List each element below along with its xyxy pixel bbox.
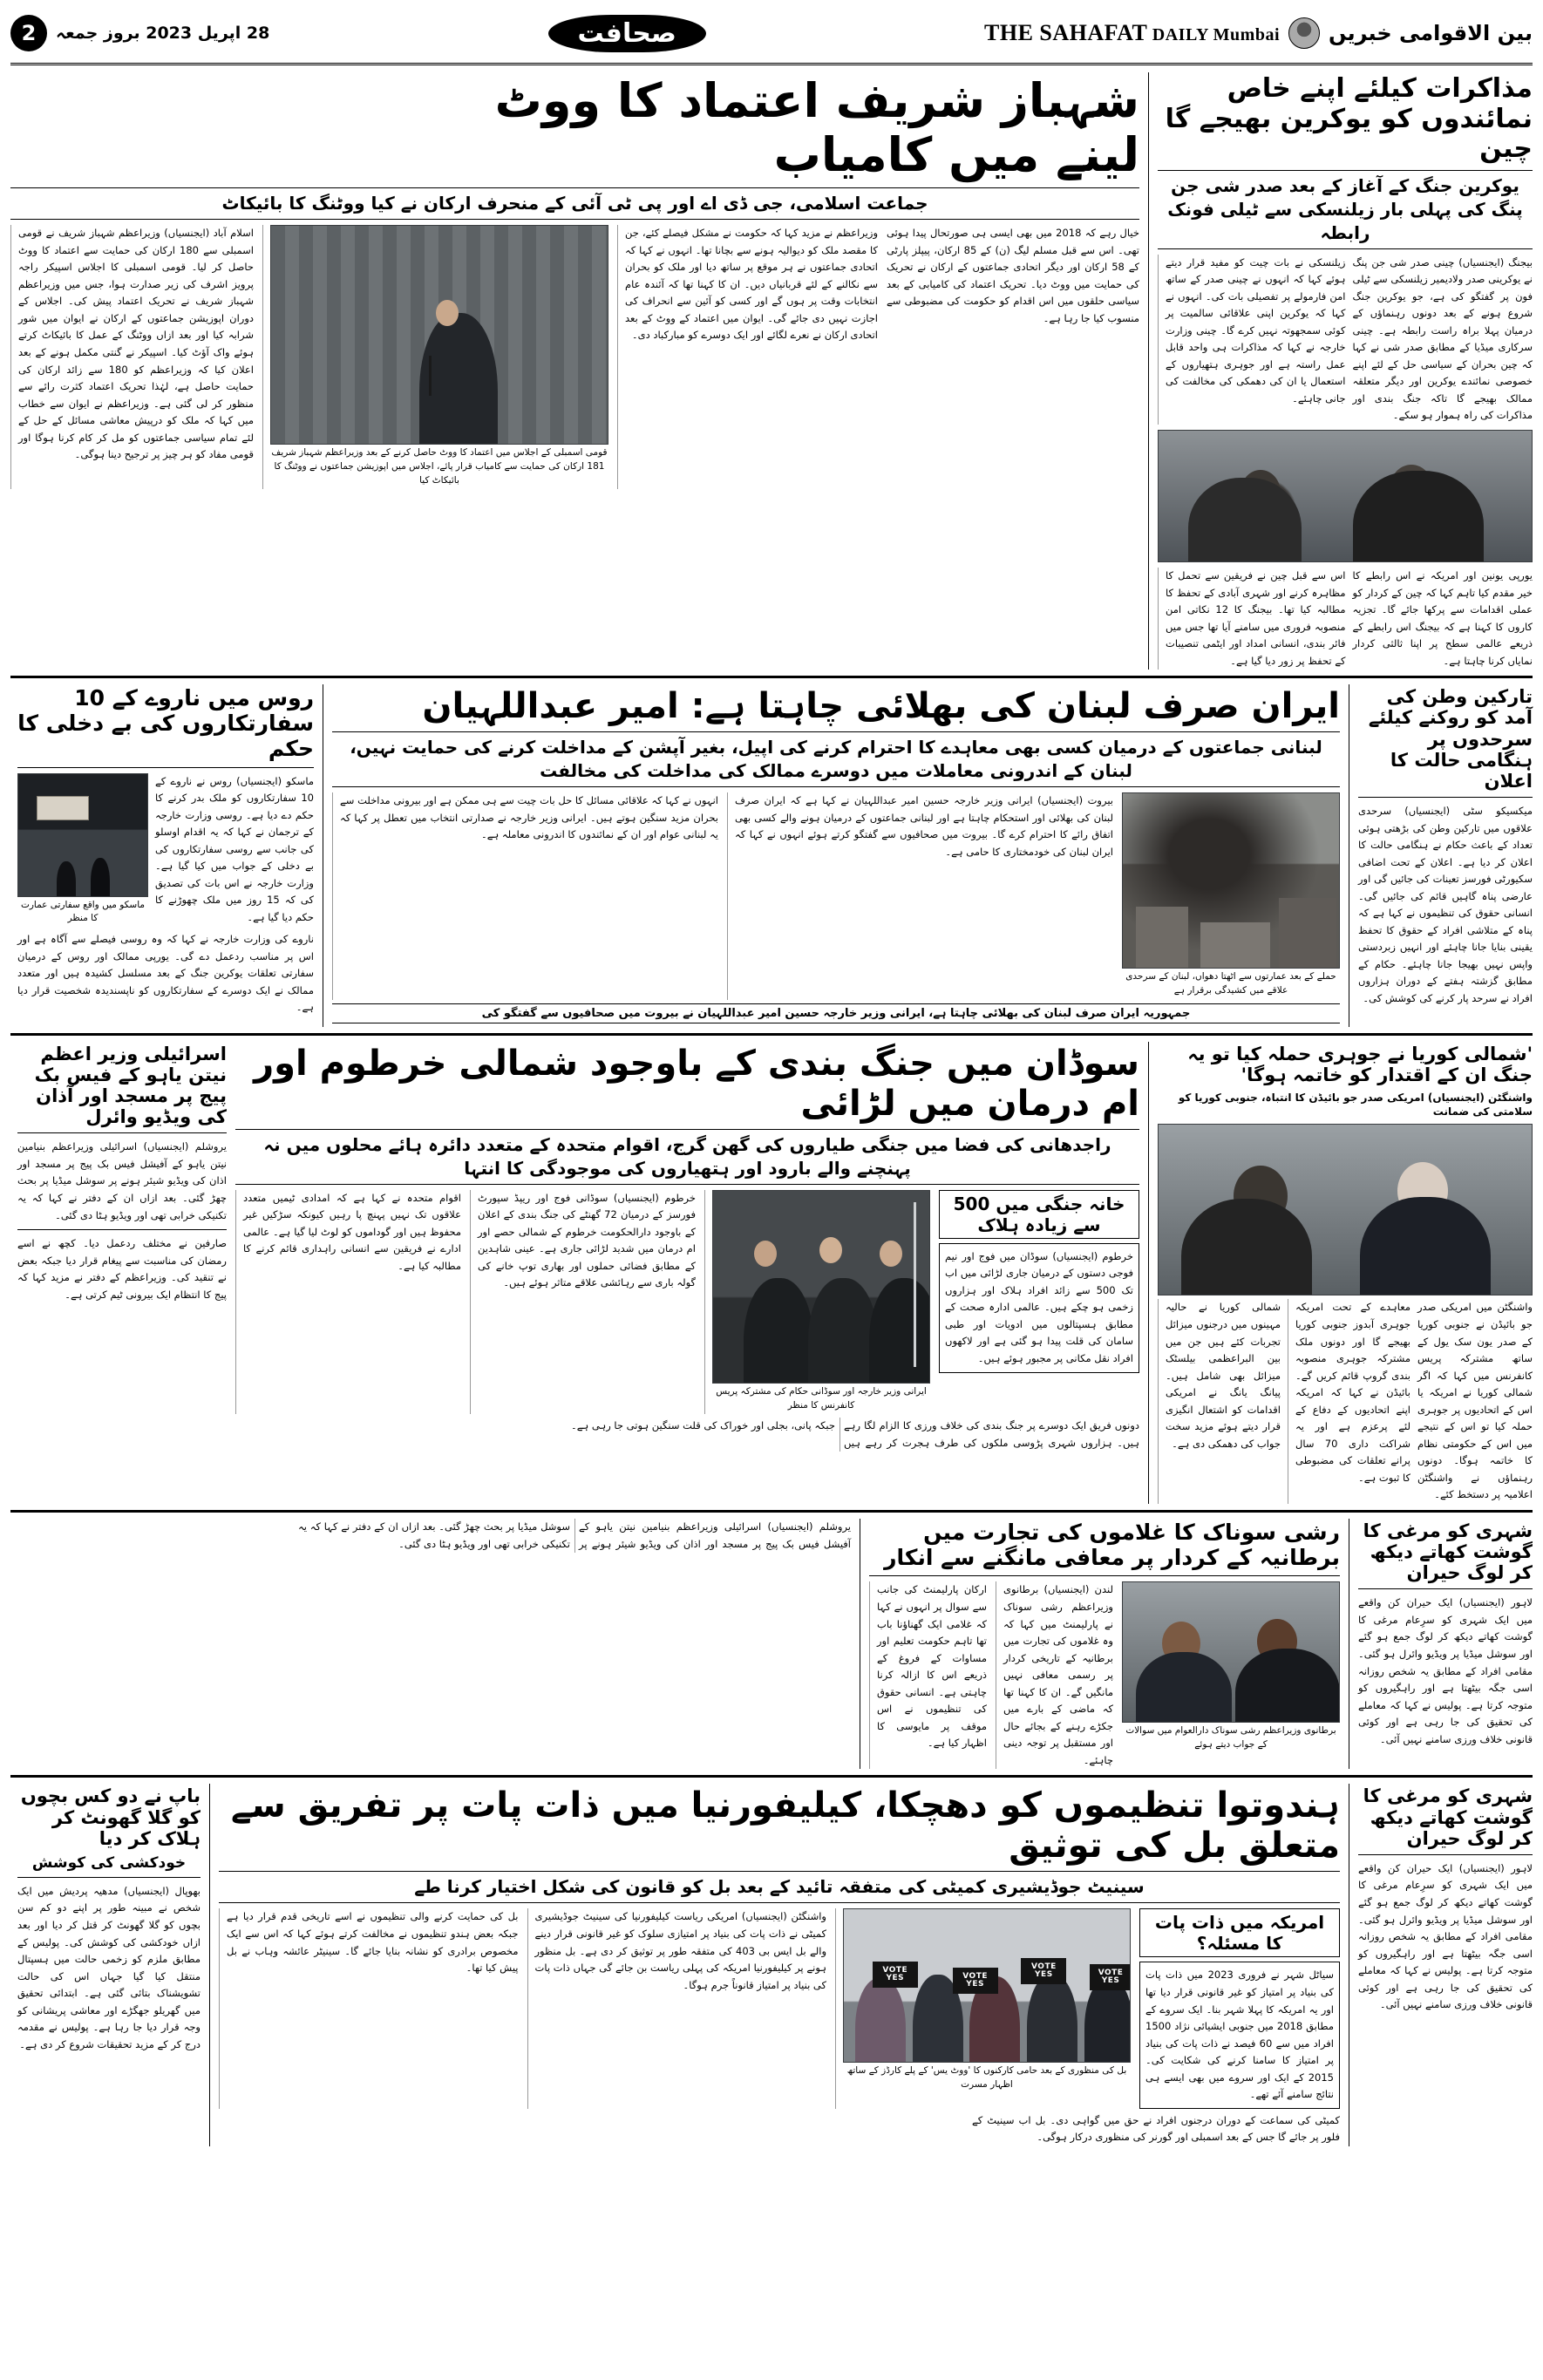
nkorea-col-1: واشنگٹن میں امریکی صدر جو بائیڈن نے جنوبی کوریا کے صدر یون سک یول کے ساتھ مشترکہ پریس کانفرنس میں کہا کہ اگر شمالی کوریا نے امریکہ یا اس کے اتحادیوں پر جوہری حملہ کیا تو اس کے نتیجے میں اس کے حکومتی نظام کا خاتمہ ہوگا۔ دونوں رہنماؤں نے واشنگٹن اعلامیہ پر دستخط کئے۔ <box>1417 1301 1533 1501</box>
norway-col-2: ناروے کی وزارت خارجہ نے کہا کہ وہ روسی فیصلے سے آگاہ ہے اور اس پر مناسب ردعمل دے گی۔ یورپی ممالک اور روس کے درمیان سفارتی تعلقات یوکرین جنگ کے بعد مسلسل کشیدہ ہیں اور متعدد ممالک نے ایک دوسرے کے سفارتکاروں کو ناپسندیدہ شخصیت قرار دیا ہے۔ <box>17 933 314 1014</box>
story-norway <box>10 684 314 1027</box>
norway-photo-caption: ماسکو میں واقع سفارتی عمارت کا منظر <box>20 899 146 924</box>
lead-photo-caption: قومی اسمبلی کے اجلاس میں اعتماد کا ووٹ حاصل کرنے کے بعد وزیراعظم شہباز شریف 181 ارکان کی حمایت سے کامیاب قرار پائے، اجلاس میں اپوزیشن جماعتوں نے ووٹنگ کا بائیکاٹ کیا <box>271 447 608 486</box>
story-caste <box>209 1784 1349 2145</box>
caste-col-1: واشنگٹن (ایجنسیاں) امریکی ریاست کیلیفورنیا کی سینیٹ جوڈیشیری کمیٹی نے ذات پات کی بنیاد پر امتیازی سلوک کو غیر قانونی قرار دینے والے بل ایس بی 403 کی متفقہ طور پر توثیق کر دی ہے۔ بل منظور ہونے پر کیلیفورنیا امریکہ کی پہلی ریاست بن جائے گی جہاں ذات پات کی بنیاد پر امتیاز قانوناً جرم ہوگا۔ <box>527 1908 827 2108</box>
sudan-photo-caption: ایرانی وزیر خارجہ اور سوڈانی حکام کی مشترکہ پریس کانفرنس کا منظر <box>716 1385 927 1411</box>
sudan-col-3: دونوں فریق ایک دوسرے پر جنگ بندی کی خلاف ورزی کا الزام لگا رہے ہیں۔ ہزاروں شہری پڑوسی ملکوں کی طرف ہجرت کر رہے ہیں جبکہ پانی، بجلی اور خوراک کی قلت سنگین ہوتی جا رہی ہے۔ <box>571 1419 1139 1449</box>
ukraine-col-2: زیلنسکی نے بات چیت کو مفید قرار دیتے ہوئے کہا کہ انہوں نے چینی صدر کے ساتھ امن فارمولے پر تفصیلی بات کی۔ انہوں نے کہا کہ یوکرین اپنی علاقائی سالمیت پر کوئی سمجھوتہ نہیں کرے گا۔ چینی وزارت خارجہ نے کہا کہ مذاکرات ہی واحد قابل عمل راستہ ہے اور جوہری ہتھیاروں کے استعمال یا ان کی دھمکی کی مخالفت کی جانی چاہئے۔ <box>1158 255 1346 425</box>
father-headline: باپ نے دو کس بچوں کو گلا گھونٹ کر ہلاک کر دیا <box>20 1785 201 1849</box>
nkorea-photo <box>1158 1124 1533 1295</box>
slavery-photo-block <box>1122 1581 1340 1769</box>
sudan-subhead: راجدھانی کی فضا میں جنگی طیاروں کی گھن گرج، اقوام متحدہ کے متعدد دائرہ ہائے محلوں میں نہ پہنچنے والے بارود اور ہتھیاروں کی موجودگی کا انتہا <box>235 1129 1139 1185</box>
story-tarkin <box>1358 684 1533 1027</box>
caste-subhead: سینیٹ جوڈیشیری کمیٹی کی متفقہ تائید کے بعد بل کو قانون کی شکل اختیار کرنا طے <box>219 1871 1340 1903</box>
israel-continued <box>10 1519 851 1770</box>
ukraine-col-3: یورپی یونین اور امریکہ نے اس رابطے کا خیر مقدم کیا تاہم کہا کہ چین کے کردار کو عملی اقدامات سے پرکھا جائے گا۔ تجزیہ کاروں کا کہنا ہے کہ بیجنگ اس رابطے کے ذریعے عالمی سطح پر اپنا ثالثی کردار نمایاں کرنا چاہتا ہے۔ <box>1352 568 1533 667</box>
story-cow <box>1358 1519 1533 1770</box>
israel-col-2: صارفین نے مختلف ردعمل دیا۔ کچھ نے اسے رمضان کی مناسبت سے پیغام قرار دیا جبکہ بعض نے تنقید کی۔ وزیراعظم کے دفتر نے مزید کہا کہ پیج کا انتظام ایک بیرونی ٹیم کرتی ہے۔ <box>17 1237 227 1301</box>
story-ukraine <box>1158 72 1533 670</box>
iran-col-2: انہوں نے کہا کہ علاقائی مسائل کا حل بات چیت سے ہی ممکن ہے اور بیرونی مداخلت سے بحران مزید سنگین ہوتے ہیں۔ ایرانی وزیر خارجہ نے صدارتی انتخاب میں تعطل پر کہا کہ یہ لبنانی عوام اور ان کے نمائندوں کا اندرونی معاملہ ہے۔ <box>332 792 718 1000</box>
cow-headline: شہری کو مرغی کا گوشت کھاتے دیکھ کر لوگ حیران <box>1363 1520 1533 1584</box>
lead-headline <box>10 74 1139 182</box>
story-iran-lebanon <box>323 684 1349 1027</box>
norway-headline: روس میں ناروے کے 10 سفارتکاروں کی بے دخلی کا حکم <box>17 685 314 761</box>
slavery-col-2: ارکان پارلیمنٹ کی جانب سے سوال پر انہوں نے کہا کہ غلامی ایک گھناؤنا باب تھا تاہم حکومت تعلیم اور مساوات کے فروغ کے ذریعے اس کا ازالہ کرنا چاہتی ہے۔ انسانی حقوق کی تنظیموں نے اس موقف پر مایوسی کا اظہار کیا ہے۔ <box>869 1581 987 1769</box>
nkorea-headline: 'شمالی کوریا نے جوہری حملہ کیا تو یہ جنگ ان کے اقتدار کو خاتمہ ہوگا' <box>1187 1043 1533 1085</box>
masthead <box>10 9 1533 65</box>
norway-col-1: ماسکو (ایجنسیاں) روس نے ناروے کے 10 سفارتکاروں کو ملک بدر کرنے کا حکم دے دیا ہے۔ روسی وزارت خارجہ کے ترجمان نے کہا کہ یہ اقدام اوسلو کی جانب سے روسی سفارتکاروں کی بے دخلی کے جواب میں کیا گیا ہے۔ وزارت خارجہ نے اس بات کی تصدیق کی کہ 15 روز میں ملک چھوڑنے کا حکم دیا گیا ہے۔ <box>155 774 314 923</box>
story-father <box>10 1784 201 2145</box>
iran-photo <box>1122 792 1340 969</box>
sudan-photo-block <box>704 1190 930 1415</box>
israel-headline: اسرائیلی وزیر اعظم نیتن یاہو کے فیس بک پیج پر مسجد اور آذان کی ویڈیو وائرل <box>34 1043 227 1128</box>
ukraine-col-4: اس سے قبل چین نے فریقین سے تحمل کا مظاہرہ کرنے اور شہری آبادی کے تحفظ کا مطالبہ کیا تھا۔ بیجنگ کا 12 نکاتی امن منصوبہ فروری میں سامنے آیا تھا جس میں فائر بندی، انسانی امداد اور ایٹمی تنصیبات کے تحفظ پر زور دیا گیا ہے۔ <box>1158 568 1346 670</box>
caste-photo <box>843 1908 1131 2063</box>
iran-headline: ایران صرف لبنان کی بھلائی چاہتا ہے: امیر عبداللہیان <box>422 686 1340 727</box>
ukraine-headline: مذاکرات کیلئے اپنے خاص نمائندوں کو یوکرین بھیجے گا چین <box>1165 73 1533 164</box>
lead-col-2: وزیراعظم نے مزید کہا کہ حکومت نے مشکل فیصلے کئے، جن کا مقصد ملک کو دیوالیہ ہونے سے بچانا تھا۔ انہوں نے کہا کہ اتحادی جماعتوں نے ہر موقع پر ساتھ دیا اور ملک کو بحران سے نکالنے کے لئے قربانیاں دیں۔ ان کا کہنا تھا کہ آئندہ عام انتخابات وقت پر ہوں گے اور کسی کو آئین سے انحراف کی اجازت نہیں دی جائے گی۔ ایوان میں اعتماد کے ووٹ کے بعد اتحادی ارکان نے نعرے لگائے اور ایک دوسرے کو مبارکباد دی۔ <box>625 227 878 342</box>
lead-photo-block <box>262 225 608 489</box>
lead-col-1: اسلام آباد (ایجنسیاں) وزیراعظم شہباز شریف نے قومی اسمبلی سے 180 ارکان کی حمایت سے اعتماد کا ووٹ حاصل کر لیا۔ قومی اسمبلی کا اجلاس اسپیکر راجہ پرویز اشرف کی زیر صدارت ہوا، جس میں وزیراعظم شہباز شریف نے تحریک اعتماد پیش کی۔ اجلاس کے دوران اپوزیشن جماعتوں کے ارکان نے ایوان میں شور شرابہ کیا اور بعد ازاں ووٹنگ کے عمل کا بائیکاٹ کرتے ہوئے واک آؤٹ کیا۔ اسپیکر نے گنتی مکمل ہونے کے بعد اعلان کیا کہ وزیراعظم کو 180 سے زائد ارکان کی حمایت حاصل ہے، لہٰذا تحریک اعتماد کثرت رائے سے منظور کر لی گئی ہے۔ وزیراعظم نے ایوان سے خطاب میں کہا کہ ملک کو درپیش معاشی مسائل کے حل کے لئے تمام سیاسی جماعتوں کو مل کر کام کرنا ہوگا اور قومی مفاد کو ہر چیز پر ترجیح دینا ہوگی۔ <box>18 227 254 461</box>
second-block <box>10 684 1533 1027</box>
issue-day: بروز جمعہ <box>56 24 140 43</box>
lead-col-block-left <box>887 225 1139 489</box>
cow-col-1: لاہور (ایجنسیاں) ایک حیران کن واقعے میں ایک شہری کو سرِعام مرغی کا گوشت کھاتے دیکھ کر لوگ جمع ہو گئے اور سوشل میڈیا پر ویڈیو وائرل ہو گئی۔ مقامی افراد کے مطابق یہ شخص روزانہ اسی جگہ بیٹھتا ہے اور راہگیروں کو متوجہ کرتا ہے۔ پولیس نے کہا کہ معاملے کی تحقیق کی جا رہی ہے اور کوئی قانونی خلاف ورزی سامنے نہیں آئی۔ <box>1358 1596 1533 1745</box>
lead-col-3: خیال رہے کہ 2018 میں بھی ایسی ہی صورتحال پیدا ہوئی تھی۔ اس سے قبل مسلم لیگ (ن) کے 85 ارکان، پیپلز پارٹی کے 58 ارکان اور دیگر اتحادی جماعتوں کے ارکان نے تحریک کی حمایت میں ووٹ دیا۔ تحریک اعتماد کی کامیابی کے بعد سیاسی حلقوں میں اس اقدام کو حکومت کی مضبوطی سے منسوب کیا جا رہا ہے۔ <box>887 227 1139 324</box>
placard-1: VOTE YES <box>873 1962 918 1988</box>
caste-col-3: کمیٹی کی سماعت کے دوران درجنوں افراد نے حق میں گواہی دی۔ بل اب سینیٹ کے فلور پر جائے گا جس کے بعد اسمبلی اور گورنر کی منظوری درکار ہوگی۔ <box>972 2113 1340 2144</box>
story-sudan <box>235 1042 1149 1504</box>
story-cow-continued <box>1358 1784 1533 2145</box>
sudan-box-text: خرطوم (ایجنسیاں) سوڈان میں فوج اور نیم فوجی دستوں کے درمیان جاری لڑائی میں اب تک 500 سے زائد افراد ہلاک اور ہزاروں زخمی ہو چکے ہیں۔ عالمی ادارہ صحت کے مطابق ہسپتالوں میں ادویات اور طبی سامان کی قلت پیدا ہو گئی ہے اور لاکھوں افراد نقل مکانی پر مجبور ہوئے ہیں۔ <box>939 1243 1139 1373</box>
story-lead <box>10 72 1149 670</box>
sudan-box-headline: خانہ جنگی میں 500 سے زیادہ ہلاک <box>939 1190 1139 1239</box>
ukraine-col-1: بیجنگ (ایجنسیاں) چینی صدر شی جن پنگ نے یوکرینی صدر ولادیمیر زیلنسکی سے ٹیلی فون پر گفتگو کی ہے، جو یوکرین جنگ شروع ہونے کے بعد دونوں رہنماؤں کے درمیان پہلا براہ راست رابطہ ہے۔ چینی سرکاری میڈیا کے مطابق صدر شی نے کہا کہ چین بحران کے سیاسی حل کے لئے اپنے خصوصی نمائندے یوکرین اور دیگر متعلقہ ممالک بھیجے گا تاکہ جنگ بندی اور مذاکرات کی راہ ہموار ہو سکے۔ <box>1352 255 1533 422</box>
slavery-photo-caption: برطانوی وزیراعظم رشی سوناک دارالعوام میں سوالات کے جواب دیتے ہوئے <box>1125 1725 1336 1751</box>
fourth-block <box>10 1519 1533 1770</box>
caste-box-text: سیاٹل شہر نے فروری 2023 میں ذات پات کی بنیاد پر امتیاز کو غیر قانونی قرار دیا تھا اور یہ امریکہ کا پہلا شہر بنا۔ ایک سروے کے مطابق 2018 میں جنوبی ایشیائی نژاد 1500 افراد میں سے 60 فیصد نے ذات پات کی بنیاد پر امتیاز کا سامنا کرنے کی شکایت کی۔ 2015 کے ایک اور سروے میں بھی ایسے ہی نتائج سامنے آئے تھے۔ <box>1139 1962 1340 2108</box>
caste-box-block <box>1139 1908 1340 2108</box>
nkorea-col-2: معاہدے کے تحت امریکہ جوہری آبدوز جنوبی کوریا بھیجے گا اور دونوں ملک مشترکہ جوہری منصوبہ بندی گروپ قائم کریں گے۔ بائیڈن نے کہا کہ امریکہ اپنے اتحادیوں کے دفاع کے لئے پرعزم ہے اور یہ شراکت داری 70 سال پرانے تعلقات کی مضبوطی کا ثبوت ہے۔ <box>1288 1299 1410 1504</box>
iran-pullquote: جمہوریہ ایران صرف لبنان کی بھلائی چاہتا ہے، ایرانی وزیر خارجہ حسین امیر عبداللہیان نے بیروت میں صحافیوں سے گفتگو کی <box>332 1003 1340 1023</box>
story-nkorea <box>1158 1042 1533 1504</box>
masthead-left-banner: بین الاقوامی خبریں <box>1329 21 1533 45</box>
slavery-headline: رشی سوناک کا غلاموں کی تجارت میں برطانیہ کے کردار پر معافی مانگنے سے انکار <box>884 1519 1340 1570</box>
placard-2: VOTE YES <box>953 1968 998 1994</box>
ukraine-subhead: یوکرین جنگ کے آغاز کے بعد صدر شی جن پنگ کی پہلی بار زیلنسکی سے ٹیلی فونک رابطہ <box>1158 170 1533 249</box>
page-number: 2 <box>10 15 47 51</box>
paper-title: THE SAHAFAT <box>984 20 1148 45</box>
cow-col-2: لاہور (ایجنسیاں) ایک حیران کن واقعے میں ایک شہری کو سرِعام مرغی کا گوشت کھاتے دیکھ کر لوگ جمع ہو گئے اور سوشل میڈیا پر ویڈیو وائرل ہو گئی۔ مقامی افراد کے مطابق یہ شخص روزانہ اسی جگہ بیٹھتا ہے اور راہگیروں کو متوجہ کرتا ہے۔ پولیس نے کہا کہ معاملے کی تحقیق کی جا رہی ہے اور کوئی قانونی خلاف ورزی سامنے نہیں آئی۔ <box>1358 1861 1533 2011</box>
lead-col-block-mid <box>617 225 878 489</box>
iran-col-1: بیروت (ایجنسیاں) ایرانی وزیر خارجہ حسین امیر عبداللہیان نے کہا ہے کہ ایران صرف لبنان کی بھلائی اور استحکام چاہتا ہے اور لبنانی جماعتوں کے درمیان ہونے والے کسی بھی اتفاق رائے کا احترام کرے گا۔ بیروت میں صحافیوں سے گفتگو کرتے ہوئے انہوں نے کہا کہ ایران لبنان کی خودمختاری کا حامی ہے۔ <box>727 792 1113 1000</box>
iran-subhead: لبنانی جماعتوں کے درمیان کسی بھی معاہدے کا احترام کرنے کی اپیل، بغیر آپشن کے مداخلت کرنے کی حمایت نہیں، لبنان کے اندرونی معاملات میں دوسرے ممالک کی مداخلت کی مخالفت <box>332 731 1340 787</box>
lead-headline-line1: شہباز شریف اعتماد کا ووٹ <box>494 73 1139 128</box>
issue-date: 28 اپریل 2023 <box>146 24 270 43</box>
bottom-block <box>10 1784 1533 2145</box>
caste-box-title: امریکہ میں ذات پات کا مسئلہ؟ <box>1139 1908 1340 1957</box>
lead-photo <box>270 225 608 445</box>
third-block <box>10 1042 1533 1504</box>
logo-urdu: صحافت <box>548 15 706 52</box>
story-israel <box>10 1042 227 1504</box>
caste-photo-caption: بل کی منظوری کے بعد حامی کارکنوں کا 'ووٹ یس' کے پلے کارڈز کے ساتھ اظہار مسرت <box>846 2065 1127 2091</box>
israel-continued-text: یروشلم (ایجنسیاں) اسرائیلی وزیراعظم بنیامین نیتن یاہو کے آفیشل فیس بک پیج پر مسجد اور اذان کی ویڈیو شیئر ہونے پر سوشل میڈیا پر بحث چھڑ گئی۔ بعد ازاں ان کے دفتر نے کہا کہ یہ تکنیکی خرابی تھی اور ویڈیو ہٹا دی گئی۔ <box>298 1520 851 1550</box>
sudan-box-block <box>939 1190 1139 1415</box>
lead-subhead: جماعت اسلامی، جی ڈی اے اور پی ٹی آئی کے منحرف ارکان نے کیا ووٹنگ کا بائیکاٹ <box>10 187 1139 220</box>
sudan-headline: سوڈان میں جنگ بندی کے باوجود شمالی خرطوم اور ام درمان میں لڑائی <box>254 1043 1139 1124</box>
caste-col-2: بل کی حمایت کرنے والی تنظیموں نے اسے تاریخی قدم قرار دیا ہے جبکہ بعض ہندو تنظیموں نے مخالفت کرتے ہوئے کہا کہ اس سے ایک مخصوص برادری کو نشانہ بنایا جائے گا۔ سینیٹر عائشہ وہاب نے بل پیش کیا تھا۔ <box>219 1908 519 2108</box>
father-col-1: بھوپال (ایجنسیاں) مدھیہ پردیش میں ایک شخص نے مبینہ طور پر اپنے دو کم سن بچوں کو گلا گھونٹ کر قتل کر دیا اور بعد ازاں خودکشی کی کوشش کی۔ پولیس کے مطابق ملزم کو زخمی حالت میں ہسپتال منتقل کیا گیا جہاں اس کی حالت تشویشناک بتائی گئی ہے۔ ابتدائی تحقیق میں گھریلو جھگڑے اور معاشی پریشانی کو وجہ قرار دیا جا رہا ہے۔ پولیس نے مقدمہ درج کر کے مزید تحقیقات شروع کر دی ہے۔ <box>17 1884 201 2050</box>
norway-photo <box>17 773 148 897</box>
ukraine-photo <box>1158 430 1533 562</box>
slavery-col-1: لندن (ایجنسیاں) برطانوی وزیراعظم رشی سوناک نے پارلیمنٹ میں کہا کہ وہ غلاموں کی تجارت میں برطانیہ کے تاریخی کردار پر رسمی معافی نہیں مانگیں گے۔ ان کا کہنا تھا کہ ماضی کے بارے میں جکڑے رہنے کے بجائے حال اور مستقبل پر توجہ دینی چاہئے۔ <box>996 1581 1113 1769</box>
tarkin-col-1: میکسیکو سٹی (ایجنسیاں) سرحدی علاقوں میں تارکین وطن کی بڑھتی ہوئی تعداد کے باعث حکام نے ہنگامی حالت کا اعلان کر دیا ہے۔ اعلان کے تحت اضافی سکیورٹی فورسز تعینات کی جائیں گی اور عارضی پناہ گاہیں قائم کی جائیں گی۔ انسانی حقوق کی تنظیموں نے کہا ہے کہ پناہ کے متلاشی افراد کے حقوق کا تحفظ یقینی بنایا جانا چاہئے اور انہیں زبردستی واپس نہیں بھیجا جانا چاہئے۔ حکام کے مطابق گزشتہ ہفتے کے دوران ہزاروں افراد نے سرحد پار کرنے کی کوشش کی۔ <box>1358 804 1533 1004</box>
israel-col-1: یروشلم (ایجنسیاں) اسرائیلی وزیراعظم بنیامین نیتن یاہو کے آفیشل فیس بک پیج پر مسجد اور اذان کی ویڈیو شیئر ہونے پر سوشل میڈیا پر بحث چھڑ گئی۔ بعد ازاں ان کے دفتر نے کہا کہ یہ تکنیکی خرابی تھی اور ویڈیو ہٹا دی گئی۔ <box>17 1140 227 1221</box>
placard-3: VOTE YES <box>1021 1958 1066 1984</box>
tarkin-headline: تارکین وطن کی آمد کو روکنے کیلئے سرحدوں پر ہنگامی حالت کا اعلان <box>1368 686 1533 792</box>
lead-headline-line2: لینے میں کامیاب <box>773 127 1139 183</box>
norway-photo-block <box>17 773 148 928</box>
story-slavery <box>860 1519 1349 1770</box>
iran-photo-caption: حملے کے بعد عمارتوں سے اٹھتا دھواں، لبنان کے سرحدی علاقے میں کشیدگی برقرار ہے <box>1125 971 1336 996</box>
nkorea-subhead: واشنگٹن (ایجنسیاں) امریکی صدر جو بائیڈن کا انتباہ، جنوبی کوریا کو سلامتی کی ضمانت <box>1178 1091 1533 1119</box>
emblem-icon <box>1288 17 1320 49</box>
placard-4: VOTE YES <box>1090 1964 1131 1990</box>
sudan-col-2: اقوام متحدہ نے کہا ہے کہ امدادی ٹیمیں متعدد علاقوں تک نہیں پہنچ پا رہیں کیونکہ سڑکیں غیر محفوظ ہیں اور گوداموں کو لوٹ لیا گیا ہے۔ عالمی ادارے نے فریقین سے انسانی راہداری قائم کرنے کا مطالبہ کیا ہے۔ <box>235 1190 461 1415</box>
paper-subtitle: DAILY Mumbai <box>1152 25 1281 44</box>
slavery-photo <box>1122 1581 1340 1723</box>
cow-headline-2: شہری کو مرغی کا گوشت کھاتے دیکھ کر لوگ حیران <box>1363 1785 1533 1849</box>
sudan-photo <box>712 1190 930 1384</box>
father-subhead: خودکشی کی کوشش <box>31 1853 187 1872</box>
iran-photo-block <box>1122 792 1340 1000</box>
caste-photo-block <box>835 1908 1131 2108</box>
nkorea-col-3: شمالی کوریا نے حالیہ مہینوں میں درجنوں میزائل تجربات کئے ہیں جن میں بین البراعظمی بیلسٹک میزائل بھی شامل ہیں۔ پیانگ یانگ نے امریکی اقدامات کو اشتعال انگیزی قرار دیتے ہوئے مزید سخت جواب کی دھمکی دی ہے۔ <box>1158 1299 1281 1504</box>
lead-col-block-right <box>10 225 254 489</box>
sudan-col-1: خرطوم (ایجنسیاں) سوڈانی فوج اور ریپڈ سپورٹ فورسز کے درمیان 72 گھنٹے کی جنگ بندی کے اعلان کے باوجود دارالحکومت خرطوم کے شمالی حصے اور ام درمان میں شدید لڑائی جاری ہے۔ عینی شاہدین کے مطابق فضائی حملوں اور بھاری توپ خانے کی گولہ باری سے رہائشی علاقے متاثر ہوئے ہیں۔ <box>470 1190 696 1415</box>
caste-headline: ہندوتوا تنظیموں کو دھچکا، کیلیفورنیا میں ذات پات پر تفریق سے متعلق بل کی توثیق <box>230 1785 1340 1867</box>
